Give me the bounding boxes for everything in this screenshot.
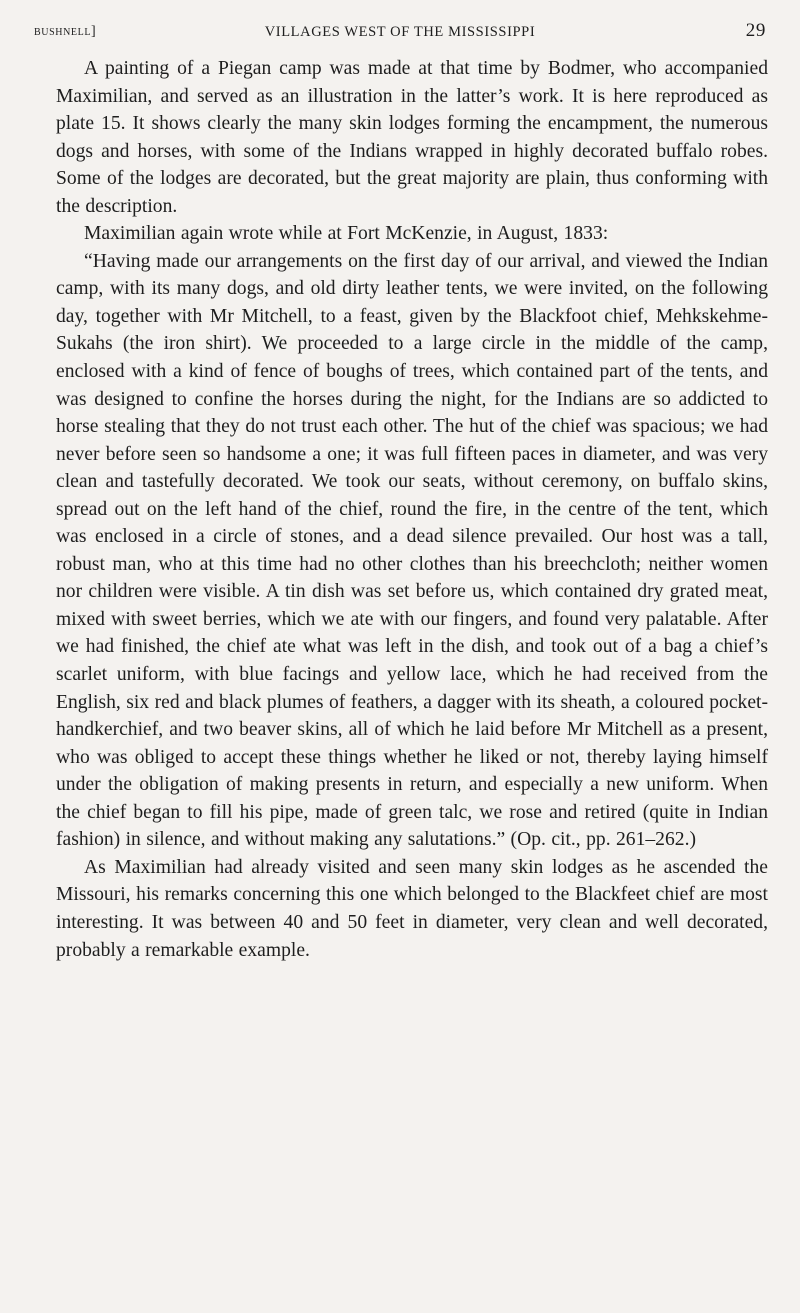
paragraph-maximilian-quote: “Having made our arrangements on the first day of our arrival, and viewed the Indian camp, with its many dogs, and old dirty leather tents, we were invited, on the following day, together with Mr Mitchell, to a feast, given by the Blackfoot chief, Mehkskehme-Sukahs (the iron shirt). We proceeded to a large circle in the middle of the camp, enclosed with a kind of fence of boughs of trees, which contained part of the tents, and was designed to confine the horses during the night, for the Indians are so addicted to horse stealing that they do not trust each other. The hut of the chief was spacious; we had never before seen so handsome a one; it was full fifteen paces in diameter, and was very clean and tastefully decorated. We took our seats, without ceremony, on buffalo skins, spread out on the left hand of the chief, round the fire, in the centre of the tent, which was enclosed in a circle of stones, and a dead silence prevailed. Our host was a tall, robust man, who at this time had no other clothes than his breechcloth; neither women nor children were visible. A tin dish was set before us, which contained dry grated meat, mixed with sweet berries, which we ate with our fingers, and found very palatable. After we had finished, the chief ate what was left in the dish, and took out of a bag a chief’s scarlet uniform, with blue facings and yellow lace, which he had received from the English, six red and black plumes of feathers, a dagger with its sheath, a coloured pocket-handkerchief, and two beaver skins, all of which he laid before Mr Mitchell as a present, who was obliged to accept these things whether he liked or not, thereby laying himself under the obligation of making presents in return, and especially a new uniform. When the chief began to fill his pipe, made of green talc, we rose and retired (quite in Indian fashion) in silence, and without making any salutations.” (Op. cit., pp. 261–262.) [56,250,768,851]
paragraph-fort-mckenzie-intro: Maximilian again wrote while at Fort McKenzie, in August, 1833: [84,223,609,245]
running-head-title: VILLAGES WEST OF THE MISSISSIPPI [264,24,536,40]
running-head-author: bushnell] [34,24,97,39]
paragraph-bodmer-painting: A painting of a Piegan camp was made at that time by Bodmer, who accompanied Maximilian, and served as an illustration in the latter’s work. It is here reproduced as plate 15. It shows clearly the many skin lodges forming the encampment, the numerous dogs and horses, with some of the Indians wrapped in highly decorated buffalo robes. Some of the lodges are decorated, but the great majority are plain, thus conforming with the description. [56,58,768,217]
page-number: 29 [745,20,766,41]
body-text [56,55,768,964]
paragraph-blackfeet-lodge: As Maximilian had already visited and seen many skin lodges as he ascended the Missouri, his remarks concerning this one which belonged to the Blackfeet chief are most interesting. It was between 40 and 50 feet in diameter, very clean and well decorated, probably a remarkable example. [56,856,768,961]
running-head [34,20,766,48]
